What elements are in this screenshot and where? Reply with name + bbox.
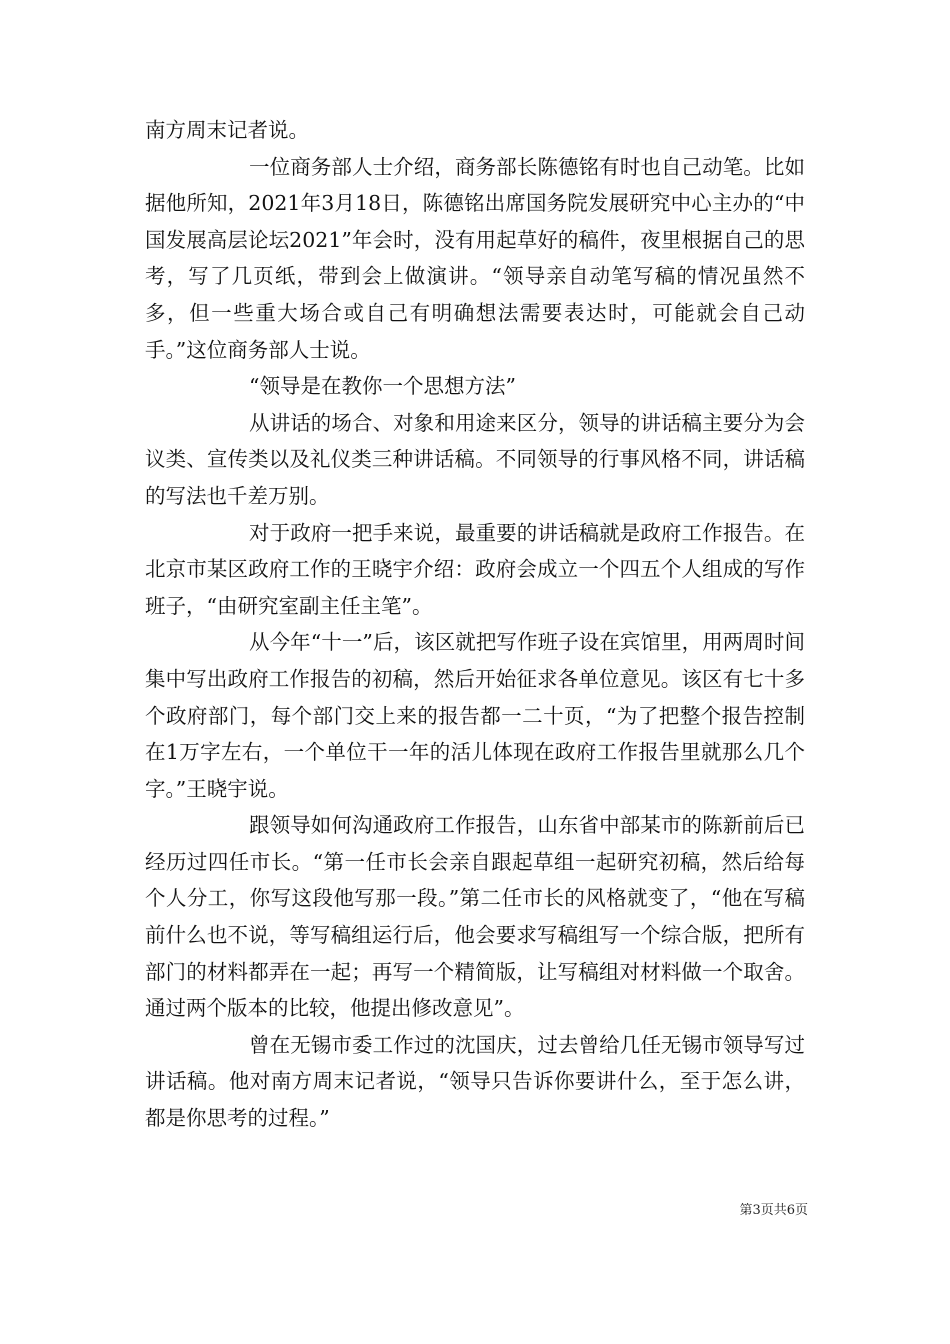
paragraph-2: 一位商务部人士介绍，商务部长陈德铭有时也自己动笔。比如据他所知，2021年3月18日，陈德铭出席国务院发展研究中心主办的“中国发展高层论坛2021”年会时，没有用起草好的稿件，夜里根据自己的思考，写了几页纸，带到会上做演讲。“领导亲自动笔写稿的情况虽然不多，但一些重大场合或自己有明确想法需要表达时，可能就会自己动手。”这位商务部人士说。 xyxy=(145,154,805,362)
article-body xyxy=(145,112,805,1137)
paragraph-1: 南方周末记者说。 xyxy=(145,118,309,142)
section-heading: “领导是在教你一个思想方法” xyxy=(249,374,516,399)
paragraph-3: 从讲话的场合、对象和用途来区分，领导的讲话稿主要分为会议类、宣传类以及礼仪类三种讲话稿。不同领导的行事风格不同，讲话稿的写法也千差万别。 xyxy=(145,410,805,508)
paragraph-6: 跟领导如何沟通政府工作报告，山东省中部某市的陈新前后已经历过四任市长。“第一任市长会亲自跟起草组一起研究初稿，然后给每个人分工，你写这段他写那一段。”第二任市长的风格就变了，“他在写稿前什么也不说，等写稿组运行后，他会要求写稿组写一个综合版，把所有部门的材料都弄在一起；再写一个精简版，让写稿组对材料做一个取舍。通过两个版本的比较，他提出修改意见”。 xyxy=(145,813,805,1021)
paragraph-5: 从今年“十一”后，该区就把写作班子设在宾馆里，用两周时间集中写出政府工作报告的初稿，然后开始征求各单位意见。该区有七十多个政府部门，每个部门交上来的报告都一二十页，“为了把整个报告控制在1万字左右，一个单位干一年的活儿体现在政府工作报告里就那么几个字。”王晓宇说。 xyxy=(145,630,805,801)
paragraph-4: 对于政府一把手来说，最重要的讲话稿就是政府工作报告。在北京市某区政府工作的王晓宇介绍：政府会成立一个四五个人组成的写作班子，“由研究室副主任主笔”。 xyxy=(145,520,805,618)
page-number-footer: 第3页共6页 xyxy=(739,1203,808,1218)
paragraph-7: 曾在无锡市委工作过的沈国庆，过去曾给几任无锡市领导写过讲话稿。他对南方周末记者说，“领导只告诉你要讲什么，至于怎么讲，都是你思考的过程。” xyxy=(145,1032,805,1131)
